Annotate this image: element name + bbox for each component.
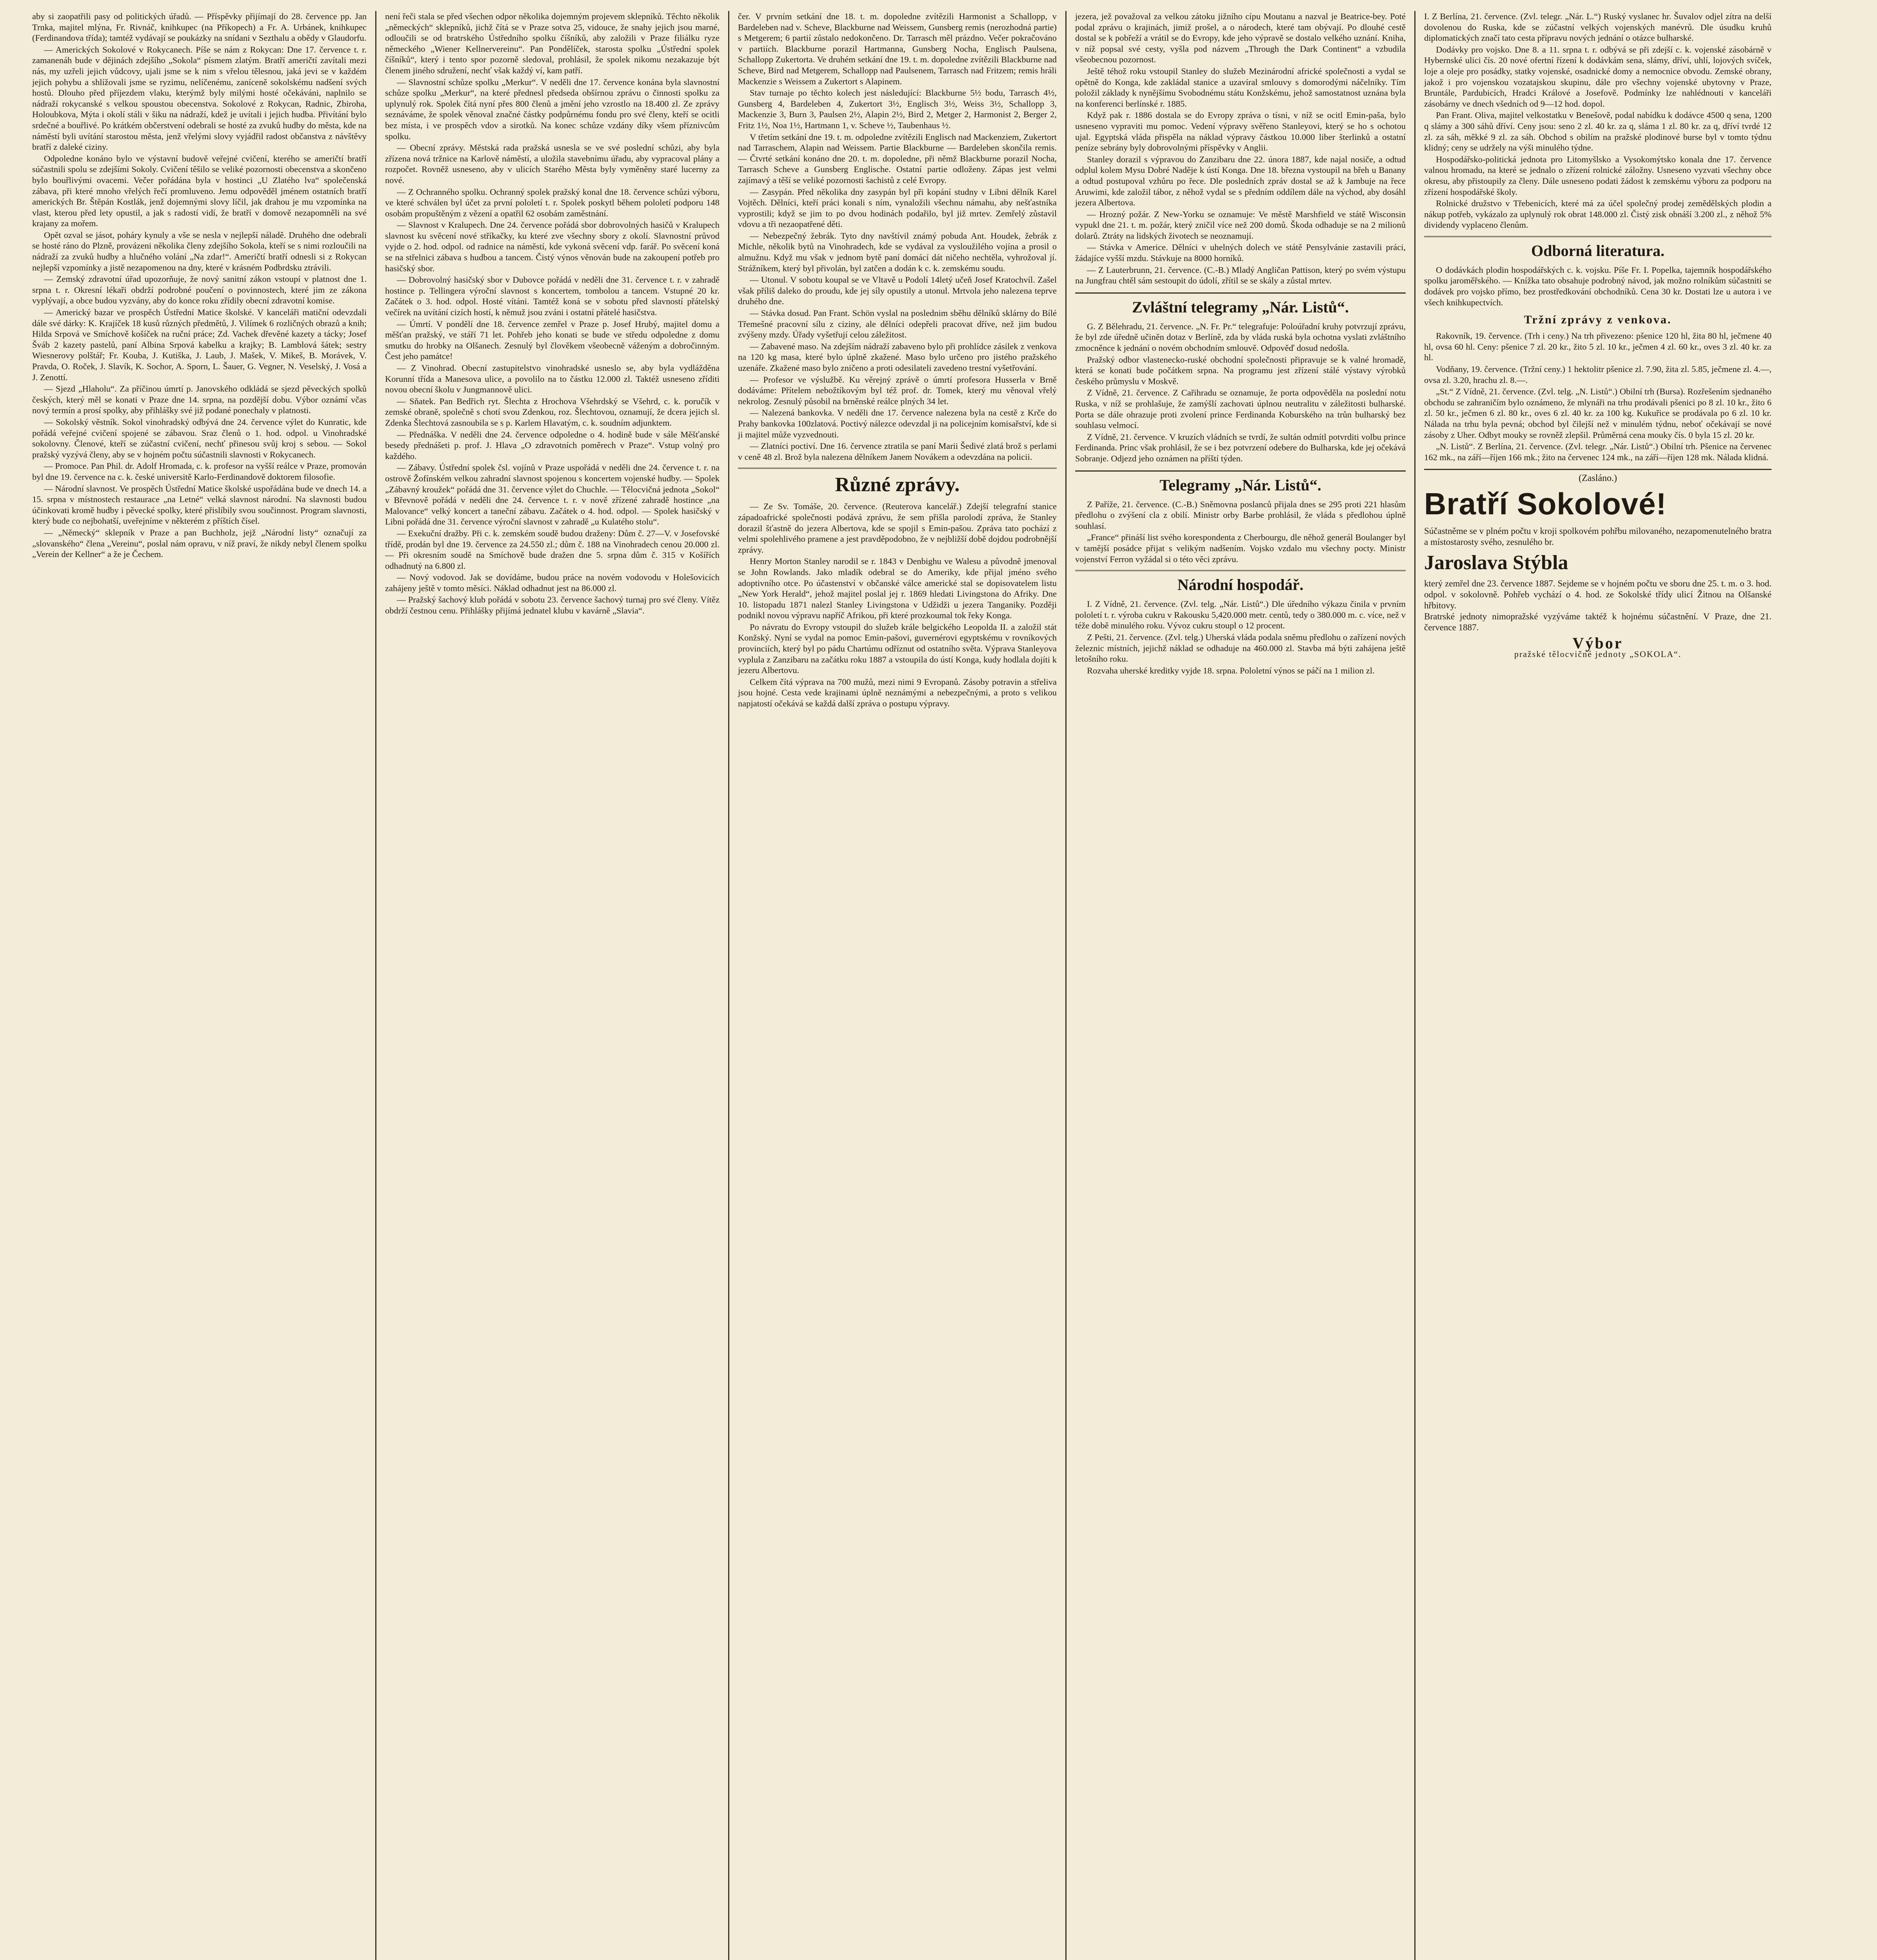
article-paragraph: Celkem čítá výprava na 700 mužů, mezi nimi 9 Evropanů. Zásoby potravin a střeliva jsou hojné. Cesta vede krajinami úplně neznámými a nebezpečnými, a proto s velikou napjatostí očekává se každá další zpráva o postupu výpravy. xyxy=(738,677,1057,709)
article-paragraph: — Utonul. V sobotu koupal se ve Vltavě u Podolí 14letý učeň Josef Kratochvíl. Zašel však příliš daleko do proudu, kde jej síly opustily a utonul. Mrtvola jeho nalezena teprve druhého dne. xyxy=(738,275,1057,307)
ad-text: který zemřel dne 23. července 1887. Sejdeme se v hojném počtu ve sboru dne 25. t. m. o 3. hod. odpol. v sokolovně. Pohřeb vychází o 4. hod. ze Sokolské třídy ulicí Žitnou na Olšanské hřbitovy. xyxy=(1424,578,1772,610)
telegram-heading: Zvláštní telegramy „Nár. Listů“. xyxy=(1075,292,1406,317)
article-paragraph: — Zasypán. Před několika dny zasypán byl při kopání studny v Libni dělník Karel Vojtěch. Dělníci, kteří práci konali s ním, vynaložili všechnu námahu, aby nešťastníka vyprostili; když se jim to po dvou hodinách podařilo, byl již mrtev. Zemřelý zůstavil vdovu a tři nezaopatřené děti. xyxy=(738,187,1057,229)
article-paragraph: Henry Morton Stanley narodil se r. 1843 v Denbighu ve Walesu a původně jmenoval se John Rowlands. Jako mladík odebral se do Ameriky, kde přijal jméno svého adoptivního otce. Po účastenství v občanské válce americké stal se dopisovatelem listu „New York Herald“, jehož majitel poslal jej r. 1869 hledati Livingstona do Afriky. Dne 10. listopadu 1871 nalezl Stanley Livingstona v Udžidži u jezera Tanganiky. Později podnikl novou výpravu napříč Afrikou, při které prozkoumal tok řeky Konga. xyxy=(738,556,1057,621)
article-paragraph: jezera, jež považoval za velkou zátoku jižního cípu Moutanu a nazval je Beatrice-bey. Poté podal zprávu o krajinách, jimiž prošel, a o národech, které tam obývají. Po dlouhé cestě dostal se k pobřeží a vrátil se do Evropy, kde jeho výpravě se dostalo velkého uznání. Kniha, v níž popsal své cesty, vyšla pod názvem „Through the Dark Continent“ a vzbudila všeobecnou pozornost. xyxy=(1075,11,1406,65)
ad-title: Bratří Sokolové! xyxy=(1424,486,1667,521)
article-paragraph: Pan Frant. Oliva, majitel velkostatku v Benešově, podal nabídku k dodávce 4500 q sena, 1200 q slámy a 300 sáhů dříví. Ceny jsou: seno 2 zl. 40 kr. za q, sláma 1 zl. 80 kr. za q, dříví tvrdé 12 zl. za sáh, měkké 9 zl. za sáh. Obchod s obilím na pražské plodinové burse byl v tomto týdnu klidný; ceny se udržely na výši minulého týdne. xyxy=(1424,110,1772,153)
article-paragraph: G. Z Bělehradu, 21. července. „N. Fr. Pr.“ telegrafuje: Poloúřadní kruhy potvrzují zprávu, že byl zde úředně učiněn dotaz v Berlíně, zda by vláda ruská byla ochotna vyslati zvláštního zmocněnce k jednání o novém obchodním smlouvě. Odpověď dosud nedošla. xyxy=(1075,321,1406,353)
ad-signature: pražské tělocvičné jednoty „SOKOLA“. xyxy=(1514,649,1682,659)
article-paragraph: — Zabavené maso. Na zdejším nádraží zabaveno bylo při prohlídce zásilek z venkova na 120 kg masa, které bylo úplně zkažené. Maso bylo určeno pro jistého pražského uzenáře. Zkažené maso bylo zničeno a proti odesilateli zavedeno trestní vyšetřování. xyxy=(738,341,1057,373)
column-2 xyxy=(376,11,729,1960)
section-heading: Různé zprávy. xyxy=(738,468,1057,497)
article-paragraph: Vodňany, 19. července. (Tržní ceny.) 1 hektolitr pšenice zl. 7.90, žita zl. 5.85, ječmene zl. 4.—, ovsa zl. 3.20, hrachu zl. 8.—. xyxy=(1424,364,1772,385)
article-paragraph: I. Z Berlína, 21. července. (Zvl. telegr. „Nár. L.“) Ruský vyslanec hr. Šuvalov odjel zítra na delší dovolenou do Ruska, kde se zúčastní velkých vojenských manévrů. Dle úsudku kruhů diplomatických značí tato cesta přípravu nových jednání o otázce bulharské. xyxy=(1424,11,1772,43)
article-paragraph: — Stávka v Americe. Dělníci v uhelných dolech ve státě Pensylvánie zastavili práci, žádajíce vyšší mzdu. Stávkuje na 8000 horníků. xyxy=(1075,242,1406,263)
subsection-heading: Tržní zprávy z venkova. xyxy=(1524,313,1672,327)
article-paragraph: — Stávka dosud. Pan Frant. Schön vyslal na poslednim sběhu dělníků sklárny do Bílé Třemešné pracovní sílu z ciziny, ale dělníci odepřeli pracovat dříve, než jim budou zvýšeny mzdy. Úřady vyšetřují celou záležitost. xyxy=(738,308,1057,340)
ad-text: Súčastněme se v plném počtu v kroji spolkovém pohřbu milovaného, nezapomenutelného bratra a místostarosty svého, zesnulého br. xyxy=(1424,526,1772,547)
article-paragraph: Z Vídně, 21. července. Z Cařihradu se oznamuje, že porta odpověděla na poslední notu Ruska, v níž se prohlašuje, že zamýšlí zachovati úplnou neutralitu v záležitosti bulharské. Porta se dále ohrazuje proti zvolení prince Ferdinanda Koburského na trůn bulharský bez souhlasu velmocí. xyxy=(1075,388,1406,430)
article-paragraph: — Sokolský věstník. Sokol vinohradský odbývá dne 24. července výlet do Kunratic, kde pořádá veřejné cvičení spojené se zábavou. Sraz členů o 1. hod. odpol. u Vinohradské sokolovny. Členové, kteří se zúčastní cvičení, nechť přinesou svůj kroj s sebou. — Sokol pražský vyzývá členy, aby se v hojném počtu súčastnili slavnosti v Rokycanech. xyxy=(32,417,367,459)
article-paragraph: — Přednáška. V neděli dne 24. července odpoledne o 4. hodině bude v sále Měšťanské besedy přednášeti p. prof. J. Hlava „O zdravotních poměrech v Praze“. Vstup volný pro každého. xyxy=(385,429,720,461)
article-paragraph: Stav turnaje po těchto kolech jest následující: Blackburne 5½ bodu, Tarrasch 4½, Gunsberg 4, Bardeleben 4, Zukertort 3½, Englisch 3½, Weiss 3½, Schallopp 3, Mackenzie 3, Burn 3, Paulsen 2½, Alapin 2½, Bird 2, Metger 2, Harmonist 2, Berger 2, Fritz 1½, Noa 1½, Hartmann 1, v. Scheve ½, Taubenhaus ½. xyxy=(738,88,1057,130)
article-paragraph: — Hrozný požár. Z New-Yorku se oznamuje: Ve městě Marshfield ve státě Wisconsin vypukl dne 21. t. m. požár, který zničil více než 200 domů. Škoda odhaduje se na 2 milionů dolarů. Ztráty na lidských životech se neoznamují. xyxy=(1075,209,1406,241)
article-paragraph: aby si zaopatřili pasy od politických úřadů. — Příspěvky přijímají do 28. července pp. Jan Trnka, majitel mlýna, Fr. Rivnáč, knihkupec (na Příkopech) a Fr. A. Urbánek, knihkupec (Ferdinandova třída); tamtéž vydávají se poukázky na snídani v Sezthalu a obědy v Glaudorfu. xyxy=(32,11,367,43)
article-paragraph: — Promoce. Pan Phil. dr. Adolf Hromada, c. k. profesor na vyšší reálce v Praze, promován byl dne 19. července na c. k. české universitě Karlo-Ferdinandově doktorem filosofie. xyxy=(32,461,367,482)
ad-text: Bratrské jednoty nimopražské vyzýváme taktéž k hojnému súčastnění. V Praze, dne 21. července 1887. xyxy=(1424,611,1772,632)
article-paragraph: — Z Ochranného spolku. Ochranný spolek pražský konal dne 18. července schůzi výboru, ve které schválen byl účet za první pololetí t. r. Spolek poskytl během pololetí podporu 148 osobám propuštěným z vězení a opatřil 62 osobám zaměstnání. xyxy=(385,187,720,218)
column-3 xyxy=(729,11,1067,1960)
article-paragraph: — Sjezd „Hlaholu“. Za příčinou úmrtí p. Janovského odkládá se sjezd pěveckých spolků českých, který měl se konati v Praze dne 14. srpna, na pozdější dobu. Výbor oznámí včas nový termín a prosí spolky, aby přihlášky své již podané ponechaly v platnosti. xyxy=(32,384,367,416)
article-paragraph: Rozvaha uherské kreditky vyjde 18. srpna. Pololetní výnos se páčí na 1 milion zl. xyxy=(1087,665,1375,675)
telegram-heading: Telegramy „Nár. Listů“. xyxy=(1075,470,1406,495)
article-paragraph: — „Německý“ sklepník v Praze a pan Buchholz, jejž „Národní listy“ označují za „slovanského“ člena „Vereinu“, poslal nám opravu, v níž praví, že nikdy nebyl členem spolku „Verein der Kellner“ a že je Čechem. xyxy=(32,527,367,559)
article-paragraph: Opět ozval se jásot, poháry kynuly a vše se nesla v nejlepší náladě. Druhého dne odebrali se hosté ráno do Plzně, provázeni několika členy zdejšího Sokola, kteří se s nimi rozloučili na nádraží za zvuků hudby a hlučného volání „Na zdar!“. Američtí bratří odnesli si z Rokycan nejlepší vzpomínky a jistě nezapomenou na dny, které v krásném Podbrdsku ztrávili. xyxy=(32,230,367,272)
article-paragraph: — Národní slavnost. Ve prospěch Ústřední Matice školské uspořádána bude ve dnech 14. a 15. srpna v místnostech restaurace „na Letné“ velká slavnost národní. Na slavnosti budou účinkovati kromě hudby i pěvecké spolky, které přislíbily svou součinnost. Program slavnosti, který bude co nejbohatší, uveřejníme v některém z příštích čísel. xyxy=(32,483,367,526)
article-paragraph: — Americký bazar ve prospěch Ústřední Matice školské. V kanceláři matiční odevzdali dále své dárky: K. Krajíček 18 kusů různých předmětů, J. Vilímek 6 rozličných obrazů a knih; Hilda Srpová ve Smíchově košíček na ruční práce; Zd. Vachek dřevěné kazety a tácky; Josef Šváb 2 kazety pastelů, paní Albina Srpová kabelku a krajky; B. Lamblová šátek; sestry Wiesnerovy polštář; Fr. Kouba, J. Kutiška, J. Laub, J. Mašek, V. Mikeš, B. Morávek, V. Pravda, O. Roček, J. Slavík, K. Sochor, A. Sporn, L. Šauer, G. Vegner, N. Veselský, J. Vosá a J. Zenottí. xyxy=(32,307,367,382)
section-heading: Národní hospodář. xyxy=(1075,570,1406,595)
article-paragraph: — Zábavy. Ústřední spolek čsl. vojínů v Praze uspořádá v neděli dne 24. července t. r. na ostrově Žofínském velkou zahradní slavnost spojenou s koncertem vojenské hudby. — Spolek „Zábavný kroužek“ pořádá dne 31. července výlet do Chuchle. — Tělocvičná jednota „Sokol“ v Břevnově pořádá v neděli dne 24. července t. r. v nově zřízené zahradě hostince „na Malovance“ velký koncert a taneční zábavu. Začátek o 4. hod. odpol. — Spolek hasičský v Libni pořádá dne 31. července výroční slavnost v zahradě „u Kulatého stolu“. xyxy=(385,463,720,527)
article-paragraph: není řeči stala se před všechen odpor několika dojemným projevem sklepníků. Těchto několik „německých“ sklepníků, jichž čítá se v Praze sotva 25, vidouce, že snahy jejich jsou marné, odloučili se od bratrského Ústředního spolku číšníků, aby založili v Praze filiálku ryze německého „Wiener Kellnervereinu“. Pan Pondělíček, starosta spolku „Ústřední spolek číšníků“, který i tento spor pozorně sledoval, prohlásil, že spolek nikomu nezakazuje být členem jiného sdružení, nechť však každý ví, kam patří. xyxy=(385,11,720,75)
article-paragraph: — Nalezená bankovka. V neděli dne 17. července nalezena byla na cestě z Krče do Prahy bankovka 100zlatová. Poctivý nálezce odevzdal ji na policejním komisařství, kde si ji majitel může vyzvednouti. xyxy=(738,408,1057,439)
article-paragraph: — Pražský šachový klub pořádá v sobotu 23. července šachový turnaj pro své členy. Vítěz obdrží čestnou cenu. Přihlášky přijímá jednatel klubu v kavárně „Slavia“. xyxy=(385,595,720,616)
column-5 xyxy=(1415,11,1780,1960)
article-paragraph: Z Vídně, 21. července. V kruzích vládních se tvrdí, že sultán odmítl potvrditi volbu prince Ferdinanda. Princ však prohlásil, že se i bez potvrzení odebere do Bulharska, kde jej očekává Sobranje. Odjezd jeho oznámen na příští týden. xyxy=(1075,432,1406,463)
article-paragraph: I. Z Vídně, 21. července. (Zvl. telg. „Nár. Listů“.) Dle úředního výkazu činila v prvním pololetí t. r. výroba cukru v Rakousku 5,420.000 metr. centů, tedy o 380.000 m. c. více, než v téže době minulého roku. Vývoz cukru stoupl o 12 procent. xyxy=(1075,599,1406,631)
article-paragraph: — Nový vodovod. Jak se dovídáme, budou práce na novém vodovodu v Holešovicích zahájeny ještě v tomto měsíci. Náklad odhadnut jest na 86.000 zl. xyxy=(385,572,720,593)
article-paragraph: — Z Lauterbrunn, 21. července. (C.-B.) Mladý Angličan Pattison, který po svém výstupu na Jungfrau chtěl sám sestoupit do údolí, zřítil se se skály a zůstal mrtev. xyxy=(1075,265,1406,286)
article-paragraph: — Ze Sv. Tomáše, 20. července. (Reuterova kancelář.) Zdejší telegrafní stanice západoafrické společnosti podává zprávu, že sem přišla parolodí zpráva, že Stanley dorazil šťastně do jezera Albertova, kde se spojil s Emin-pašou. Zpráva tato pochází z velmi spolehlivého pramene a jest pravděpodobno, že v nejbližší době dojdou podrobnější zprávy. xyxy=(738,501,1057,555)
column-4 xyxy=(1067,11,1415,1960)
article-paragraph: — Slavnostní schůze spolku „Merkur“. V neděli dne 17. července konána byla slavnostní schůze spolku „Merkur“, na které přednesl předseda obšírnou zprávu o činnosti spolku za uplynulý rok. Spolek čítá nyní přes 800 členů a jmění jeho vzrostlo na 18.400 zl. Ze zprávy seznáváme, že spolek věnoval značné částky podpůrnému fondu pro své členy, kteří se ocitli bez místa, i ve prospěch vdov a sirotků. Na konec schůze vzdány díky všem příznivcům spolku. xyxy=(385,77,720,141)
article-paragraph: Ještě téhož roku vstoupil Stanley do služeb Mezinárodní africké společnosti a vydal se opětně do Konga, kde zakládal stanice a uzavíral smlouvy s domorodými náčelníky. Tím položil základy k nynějšímu Svobodnému státu Konžskému, jehož samostatnost uznána byla na konferenci berlínské r. 1885. xyxy=(1075,66,1406,109)
article-paragraph: — Z Vinohrad. Obecní zastupitelstvo vinohradské usneslo se, aby byla vydlážděna Korunní třída a Manesova ulice, a povolilo na to částku 12.000 zl. Taktéž usneseno zříditi novou obecní školu v Jungmannově ulici. xyxy=(385,363,720,395)
article-paragraph: Odpoledne konáno bylo ve výstavní budově veřejné cvičení, kterého se američtí bratří súčastnili spolu se zdejšími Sokoly. Cvičení těšilo se veliké pozornosti obecenstva a skončeno bylo bouřlivými ovacemi. Večer pořádána byla v hostinci „U Zlatého lva“ společenská zábava, při které mnoho vřelých řečí promluveno. Jemu odpověděl jménem ostatních bratří amerických Br. Štěpán Kostlák, jenž dojemnými slovy líčil, jak drahou je mu vzpomínka na vlast, kterou před lety opustil, a jak s radostí vidí, že bratří v domově nezapomněli na své krajany za mořem. xyxy=(32,153,367,229)
article-paragraph: čer. V prvním setkání dne 18. t. m. dopoledne zvítězili Harmonist a Schallopp, v Bardeleben nad v. Scheve, Blackburne nad Weissem, Gunsberg remis (nerozhodná partie) s Metgerem; 6 partií zůstalo nedokončeno. Dr. Tarrasch měl prázdno. Večer pokračováno v partiích. Blackburne porazil Hartmanna, Gunsberg Nocha, Englisch Paulsena, Schallopp Zukertorta. Ve druhém setkání dne 19. t. m. dopoledne zvítězili Blackburne nad Scheve, Bird nad Metgerem, Schallopp nad Paulsenem, Tarrasch nad Fritzem; remis hráli Mackenzie s Weissem a Zukertort s Alapinem. xyxy=(738,11,1057,86)
article-paragraph: — Dobrovolný hasičský sbor v Dubovce pořádá v neděli dne 31. července t. r. v zahradě hostince p. Tellingera výroční slavnost s koncertem, tombolou a tancem. Vstupné 20 kr. Začátek o 3. hod. odpol. Hosté vítáni. Tamtéž koná se v sobotu před slavností přátelský večírek na uvítání cizích hostí, k němuž jsou zváni i ostatní přátelé hasičstva. xyxy=(385,275,720,318)
article-paragraph: — Nebezpečný žebrák. Tyto dny navštívil známý pobuda Ant. Houdek, žebrák z Michle, několik bytů na Vinohradech, kde se vydával za vysloužilého vojína a prosil o almužnu. Když mu však v jednom bytě paní domácí dát ničeho nechtěla, vyhrožoval jí. Strážníkem, který byl přivolán, byl zatčen a dodán k c. k. zemskému soudu. xyxy=(738,230,1057,273)
ad-signature-heading: Výbor xyxy=(1572,634,1623,652)
article-paragraph: Z Paříže, 21. července. (C.-B.) Sněmovna poslanců přijala dnes se 295 proti 221 hlasům předlohu o zvýšení cla z obilí. Ministr orby Barbe prohlásil, že vláda s předlohou úplně souhlasí. xyxy=(1075,499,1406,531)
ad-zaslano-label: (Zasláno.) xyxy=(1424,469,1772,484)
article-paragraph: — Úmrtí. V pondělí dne 18. července zemřel v Praze p. Josef Hrubý, majitel domu a měšťan pražský, ve stáří 71 let. Pohřeb jeho konati se bude ve středu odpoledne z domu smutku do hrobky na Olšanech. Zesnulý byl člověkem všeobecně váženým a dobročinným. Čest jeho památce! xyxy=(385,319,720,361)
article-paragraph: Rolnické družstvo v Třebenicích, které má za účel společný prodej zemědělských plodin a nákup potřeb, vykázalo za uplynulý rok obrat 148.000 zl. Čistý zisk obnáší 3.200 zl., z něhož 5% dividendy vyplaceno členům. xyxy=(1424,198,1772,230)
article-paragraph: — Exekuční dražby. Při c. k. zemském soudě budou draženy: Dům č. 27—V. v Josefovské třídě, prodán byl dne 19. července za 24.550 zl.; dům č. 188 na Vinohradech cenou 20.000 zl. — Při okresním soudě na Smíchově bude dražen dne 5. srpna dům č. 315 v Košířích odhadnutý na 6.800 zl. xyxy=(385,528,720,571)
article-paragraph: Z Pešti, 21. července. (Zvl. telg.) Uherská vláda podala sněmu předlohu o zařízení nových železnic místních, jejichž náklad se odhaduje na 460.000 zl. Stavba má býti zahájena ještě letošního roku. xyxy=(1075,632,1406,664)
section-heading: Odborná literatura. xyxy=(1424,236,1772,261)
article-paragraph: Po návratu do Evropy vstoupil do služeb krále belgického Leopolda II. a založil stát Konžský. Nyní se vydal na pomoc Emin-pašovi, guvernérovi egyptskému v rovníkových provinciích, který byl po pádu Chartúmu odříznut od ostatního světa. Výprava Stanleyova vyplula z Zanzibaru na začátku roku 1887 a vstoupila do ústí Konga, kudy hodlala dojíti k jezeru Albertovu. xyxy=(738,622,1057,675)
article-paragraph: „St.“ Z Vídně, 21. července. (Zvl. telg. „N. Listů“.) Obilní trh (Bursa). Rozřešením sjednaného obchodu se zahraničím bylo oznámeno, že mlynáři na trhu prodávali pšenici po 8 zl. 10 kr., žito 6 zl. 50 kr., ječmen 6 zl. 80 kr., oves 6 zl. 40 kr. za 100 kg. Kukuřice se prodávala po 6 zl. 10 kr. Nálada na trhu byla pevná; obchod byl čilejší než v minulém týdnu, neboť očekávají se nové zásoby z Uher. Odbyt mouky se rovněž zlepšil. Průměrná cena mouky čís. 0 byla 15 zl. 20 kr. xyxy=(1424,387,1772,440)
article-paragraph: — Obecní zprávy. Městská rada pražská usnesla se ve své poslední schůzi, aby byla zřízena nová tržnice na Karlově náměstí, a uložila stavebnímu úřadu, aby vypracoval plány a rozpočet. Rovněž usneseno, aby v ulicích Starého Města byly vyměněny staré lucerny za nové. xyxy=(385,143,720,185)
article-paragraph: „France“ přináší list svého korespondenta z Cherbourgu, dle něhož generál Boulanger byl v tamější posádce přijat s velikým nadšením. Vojsko vzdalo mu všechny pocty. Ministr vojenství Ferron vyžádal si o této věci zprávu. xyxy=(1075,532,1406,564)
article-paragraph: — Sňatek. Pan Bedřich ryt. Šlechta z Hrochova Všehrdský se Všehrd, c. k. poručík v zemské obraně, společně s chotí svou Zdenkou, roz. Šlechtovou, oznamují, že dcera jejich sl. Zdenka Šlechtová zasnoubila se s p. Karlem Hlavatým, c. k. soudním adjunktem. xyxy=(385,396,720,428)
article-paragraph: — Zlatníci poctiví. Dne 16. července ztratila se paní Marii Šedivé zlatá brož s perlami v ceně 48 zl. Brož byla nalezena dělníkem Janem Novákem a odevzdána na policii. xyxy=(738,441,1057,462)
article-paragraph: Když pak r. 1886 dostala se do Evropy zpráva o tísni, v níž se ocitl Emin-paša, bylo usneseno vypraviti mu pomoc. Vedení výpravy svěřeno Stanleyovi, který se ho s ochotou ujal. Egyptská vláda přispěla na náklad výpravy částkou 10.000 liber šterlinků a ostatní peníze sebrány byly dobrovolnými příspěvky v Anglii. xyxy=(1075,110,1406,153)
article-paragraph: — Zemský zdravotní úřad upozorňuje, že nový sanitní zákon vstoupí v platnost dne 1. srpna t. r. Okresní lékaři obdrží podrobné poučení o povinnostech, které jim ze zákona vyplývají, a obce budou vyzvány, aby do konce roku zřídily obecní zdravotní komise. xyxy=(32,274,367,306)
article-paragraph: V třetím setkání dne 19. t. m. odpoledne zvítězili Englisch nad Mackenziem, Zukertort nad Tarraschem, Alapin nad Weissem. Partie Blackburne — Bardeleben skončila remis. — Čtvrté setkání konáno dne 20. t. m. dopoledne, při němž Blackburne porazil Nocha, Tarrasch Scheve a Gunsberg Englische. Ostatní partie odloženy. Zápas jest velmi zajímavý a těší se veliké pozornosti šachistů z celé Evropy. xyxy=(738,132,1057,185)
article-paragraph: Pražský odbor vlastenecko-ruské obchodní společnosti připravuje se k valné hromadě, která se konati bude počátkem srpna. Na programu jest zřízení stálé výstavy výrobků českého průmyslu v Moskvě. xyxy=(1075,354,1406,386)
article-paragraph: — Profesor ve výslužbě. Ku věrejný zprávě o úmrtí profesora Husserla v Brně dodáváme: Přítelem nebožtíkovým byl též prof. dr. Tomek, který mu věnoval vřelý nekrolog. Zesnulý působil na brněnské reálce plných 34 let. xyxy=(738,374,1057,406)
column-1 xyxy=(24,11,376,1960)
article-paragraph: — Slavnost v Kralupech. Dne 24. července pořádá sbor dobrovolných hasičů v Kralupech slavnost ku svěcení nové stříkačky, ku které zve všechny sbory z okolí. Slavnostní průvod vyjde o 2. hod. odpol. od radnice na náměstí, kde vykoná svěcení vdp. farář. Po svěcení koná se na střelnici zábava s hudbou a tancem. Čistý výnos věnován bude na zakoupení potřeb pro hasičský sbor. xyxy=(385,220,720,273)
article-paragraph: Hospodářsko-politická jednota pro Litomyšlsko a Vysokomýtsko konala dne 17. července valnou hromadu, na které se jednalo o zřízení rolnické záložny. Usneseno vyzvati všechny obce okresu, aby přistoupily za členy. Dále usneseno podati žádost k zemskému výboru za podporu na zřízení hospodářské školy. xyxy=(1424,154,1772,197)
article-paragraph: Stanley dorazil s výpravou do Zanzibaru dne 22. února 1887, kde najal nosiče, a odtud odplul kolem Mysu Dobré Naděje k ústí Konga. Dne 18. března vystoupil na břeh u Banany a odtud postupoval vzhůru po řece. Dle posledních zpráv dostal se až k Jambuje na řece Aruwimi, kde založil tábor, z něhož vydal se s předním oddílem dále na východ, aby dosáhl jezera Albertova. xyxy=(1075,154,1406,208)
article-paragraph: O dodávkách plodin hospodářských c. k. vojsku. Píše Fr. I. Popelka, tajemník hospodářského spolku jaroměřského. — Knížka tato obsahuje podrobný návod, jak možno rolníkům súčastniti se dodávek pro vojsko přímo, bez prostředkování obchodníků. Cena 30 kr. Dostati lze u autora i ve všech knihkupectvích. xyxy=(1424,265,1772,307)
article-paragraph: „N. Listů“. Z Berlína, 21. července. (Zvl. telegr. „Nár. Listů“.) Obilní trh. Pšenice na červenec 162 mk., na září—říjen 166 mk.; žito na červenec 124 mk., na září—říjen 128 mk. Nálada klidná. xyxy=(1424,441,1772,462)
ad-deceased-name: Jaroslava Stýbla xyxy=(1424,551,1568,574)
article-paragraph: Rakovník, 19. července. (Trh i ceny.) Na trh přivezeno: pšenice 120 hl, žita 80 hl, ječmene 40 hl, ovsa 60 hl. Ceny: pšenice 7 zl. 20 kr., žito 5 zl. 10 kr., ječmen 4 zl. 60 kr., oves 3 zl. 40 kr. za hl. xyxy=(1424,331,1772,363)
article-paragraph: — Amerických Sokolové v Rokycanech. Píše se nám z Rokycan: Dne 17. července t. r. zamanenáh bude v dějinách zdejšího „Sokola“ písmem zlatým. Bratří američtí zavítali mezi nás, my uzřeli jejich vůdcovy, ujali jsme se k nim s vřelou tělesnou, jaká jevi se v každém jejich pohybu a shlížovali jsme se ryzimu, nelíčenému, zaníceně sokolskému nadšení svých hostů. Dlouho před příjezdem vlaku, kterýmž byly milými hosté očekáváni, naplnilo se nádraží rokycanské s velkou spoustou obecenstva. Sokolové z Rokycan, Radnic, Zbiroha, Holoubkova, Mýta i okolí stáli v šiku na nádraží, kdež je uvítali i jejich hudba. Přivítání bylo srdečné a bouřlivé. Po krátkém občerstvení odebrali se hosté za zvuků hudby do města, kde na náměstí byli uvítání starostou města, jenž vřelými slovy vyjádřil radost občanstva z návštěvy bratří z daleké ciziny. xyxy=(32,44,367,152)
article-paragraph: Dodávky pro vojsko. Dne 8. a 11. srpna t. r. odbývá se při zdejší c. k. vojenské zásobárně v Hybernské ulici čís. 20 nové ofertní řízení k dodávkám sena, slámy, dříví, uhlí, lojových svíček, loje a oleje pro posádky, statky vojenské, osadnické domy a nemocnice obvodu. Zemské obrany, jakož i pro vojenskou vozatajskou skupinu, dále pro všechny vojenské ubytovny v Praze, Bruntále, Pardubicích, Hradci Králové a Josefově. Podmínky lze nahlédnouti v kanceláři zásobárny ve dnech všedních od 9—12 hod. dopol. xyxy=(1424,44,1772,109)
